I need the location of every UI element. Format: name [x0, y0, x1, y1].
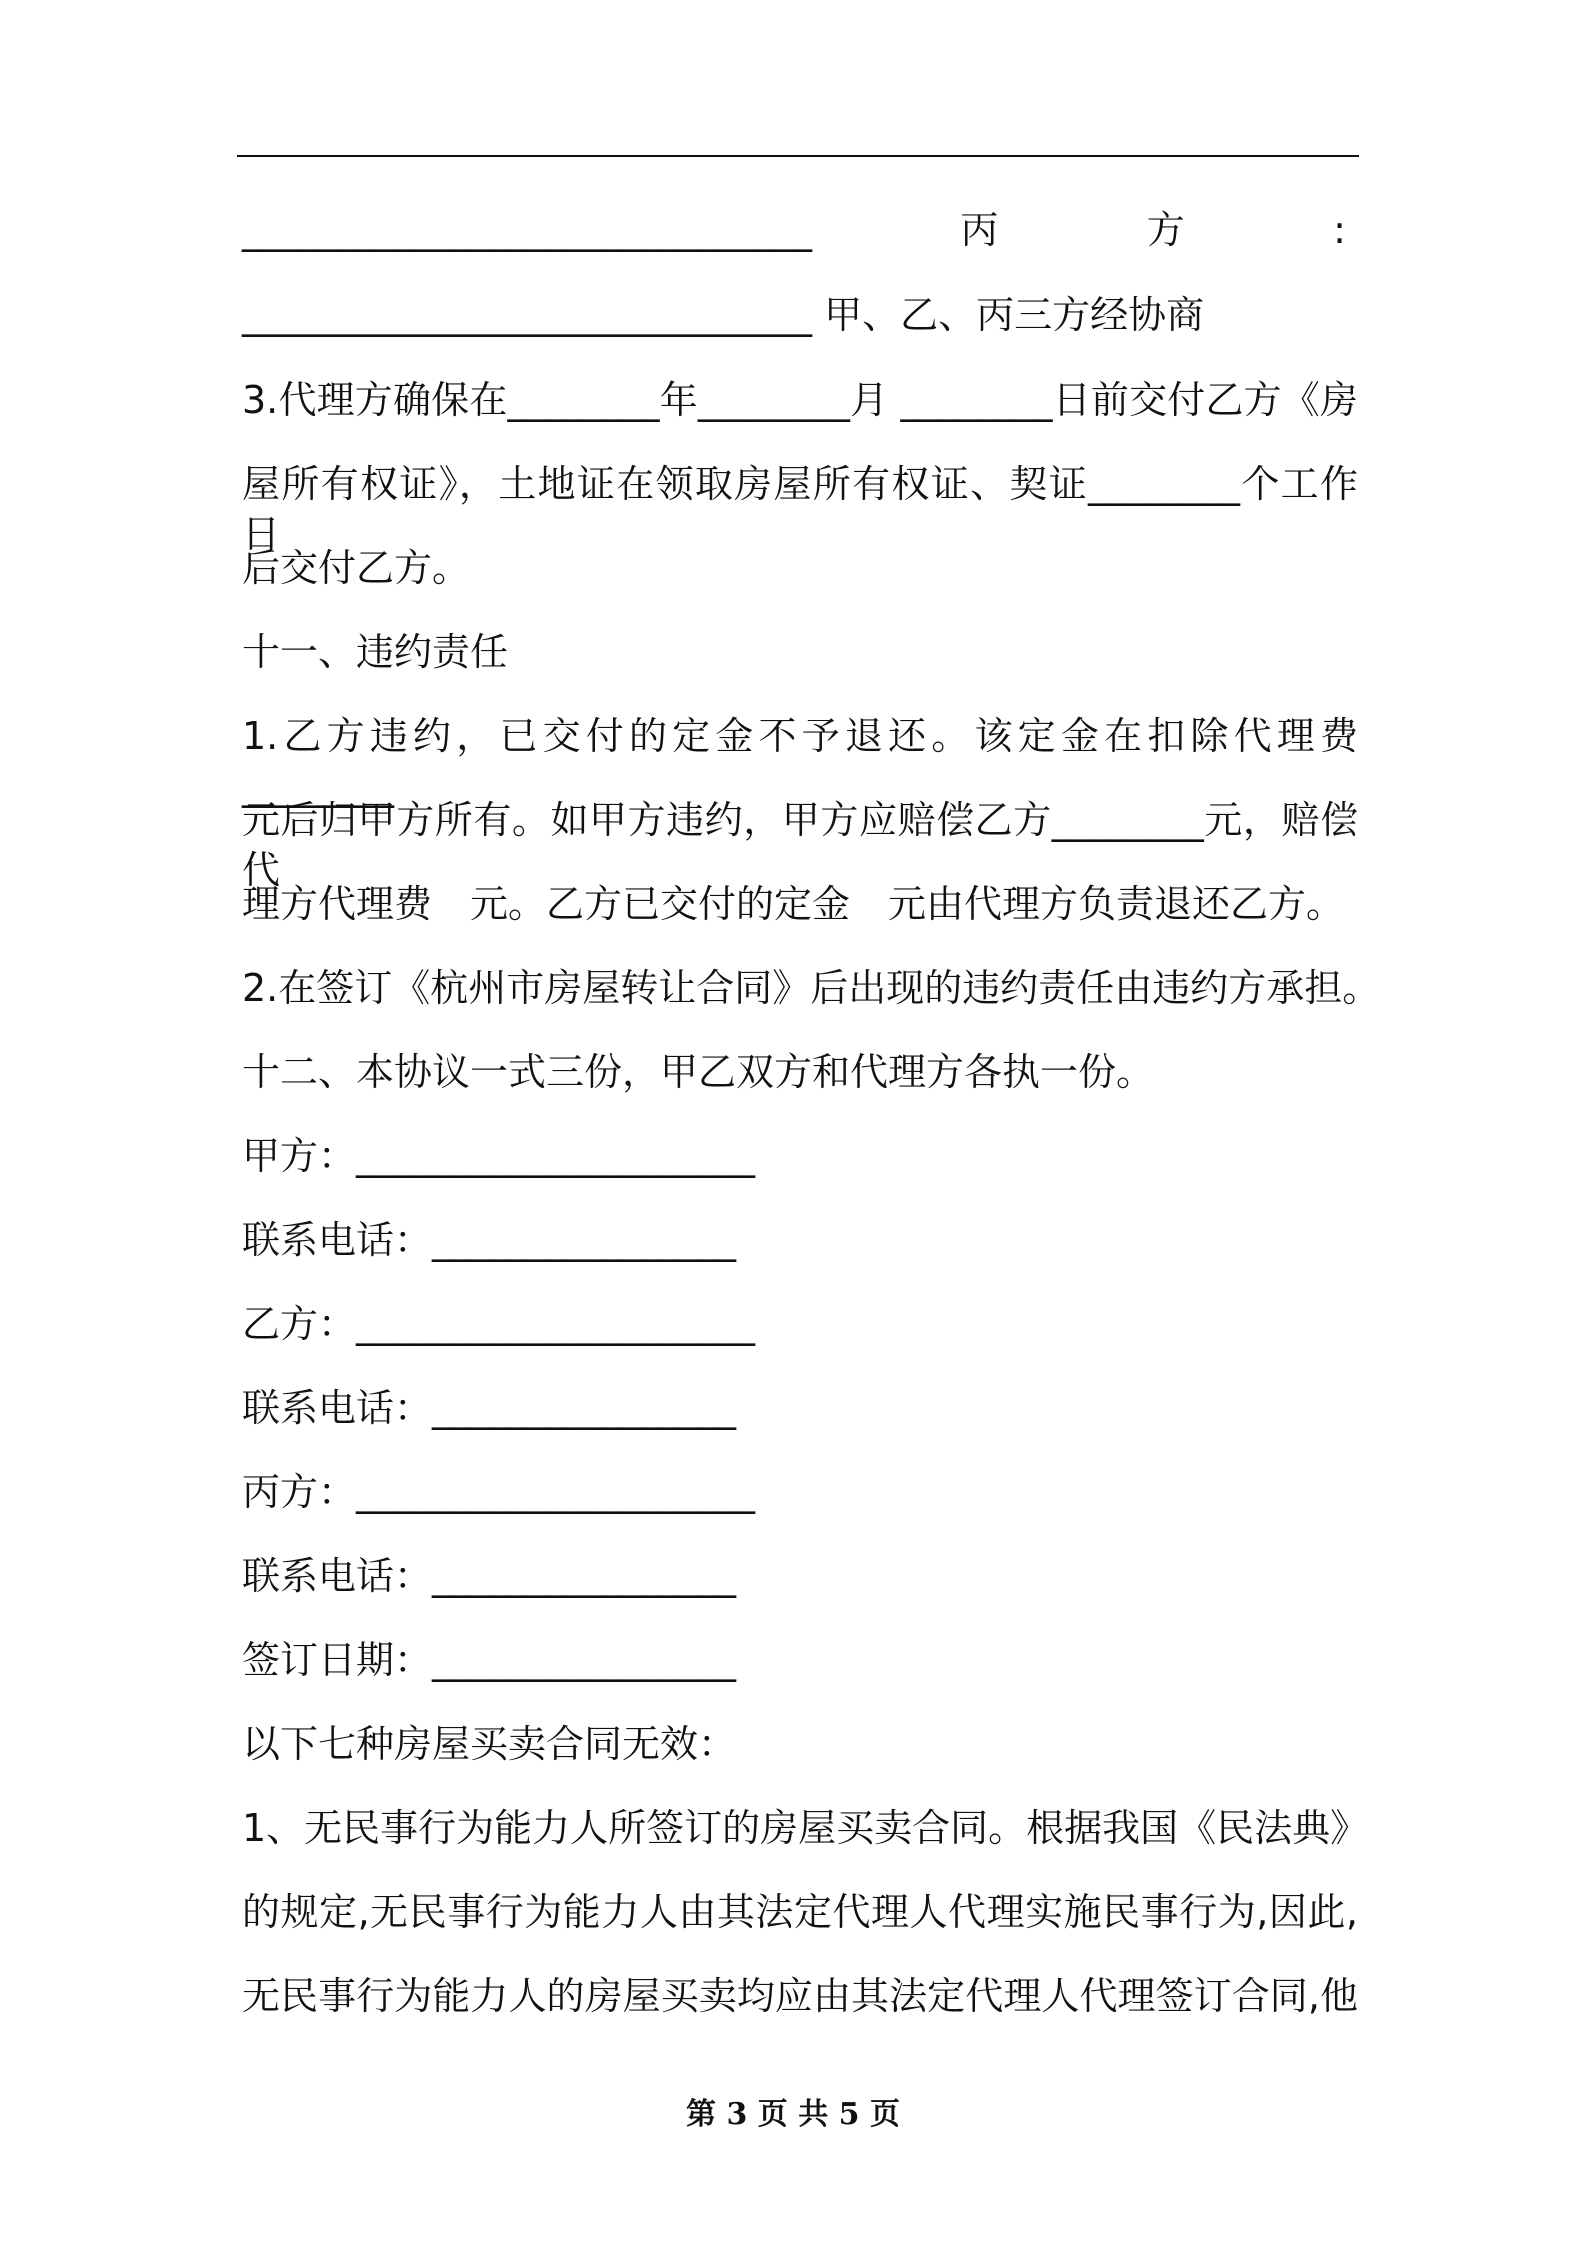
blank-field: ______________________________ — [242, 293, 812, 337]
body-line: 屋所有权证》，土地证在领取房屋所有权证、契证________个工作日 — [242, 462, 1358, 556]
body-line: 2.在签订《杭州市房屋转让合同》后出现的违约责任由违约方承担。 — [242, 966, 1381, 1010]
body-line: 后交付乙方。 — [242, 546, 471, 590]
body-line: 无民事行为能力人的房屋买卖均应由其法定代理人代理签订合同,他 — [242, 1974, 1358, 2018]
signature-phone-b: 联系电话：________________ — [242, 1386, 737, 1430]
signature-party-b: 乙方：_____________________ — [242, 1302, 756, 1346]
signature-party-c: 丙方：_____________________ — [242, 1470, 756, 1514]
signature-phone-c: 联系电话：________________ — [242, 1554, 737, 1598]
parties-agreement-line — [242, 290, 1358, 340]
body-line: 理方代理费 元。乙方已交付的定金 元由代理方负责退还乙方。 — [242, 882, 1345, 926]
signature-party-a: 甲方：_____________________ — [242, 1134, 756, 1178]
body-line: 的规定,无民事行为能力人由其法定代理人代理实施民事行为,因此, — [242, 1890, 1358, 1934]
party-c-colon: : — [1333, 208, 1346, 252]
party-c-label-b: 方 — [1146, 208, 1185, 252]
header-rule — [237, 155, 1359, 157]
body-line: 3.代理方确保在________年________月 ________日前交付乙方《房 — [242, 378, 1358, 422]
signature-phone-a: 联系电话：________________ — [242, 1218, 737, 1262]
party-c-label-a: 丙 — [960, 208, 999, 252]
section-heading: 十一、违约责任 — [242, 630, 509, 674]
body-line: 1.乙方违约，已交付的定金不予退还。该定金在扣除代理费________ — [242, 714, 1358, 808]
blank-field: ______________________________ — [242, 208, 812, 252]
section-heading: 以下七种房屋买卖合同无效： — [242, 1722, 737, 1766]
section-heading: 十二、本协议一式三份，甲乙双方和代理方各执一份。 — [242, 1050, 1155, 1094]
body-line: 元后归甲方所有。如甲方违约，甲方应赔偿乙方________元，赔偿代 — [242, 798, 1358, 892]
signature-date: 签订日期：________________ — [242, 1638, 737, 1682]
party-c-line — [242, 205, 1358, 255]
parties-agreement-text: 甲、乙、丙三方经协商 — [812, 293, 1205, 337]
page-number: 第 3 页 共 5 页 — [686, 2097, 900, 2132]
body-line: 1、无民事行为能力人所签订的房屋买卖合同。根据我国《民法典》 — [242, 1806, 1369, 1850]
